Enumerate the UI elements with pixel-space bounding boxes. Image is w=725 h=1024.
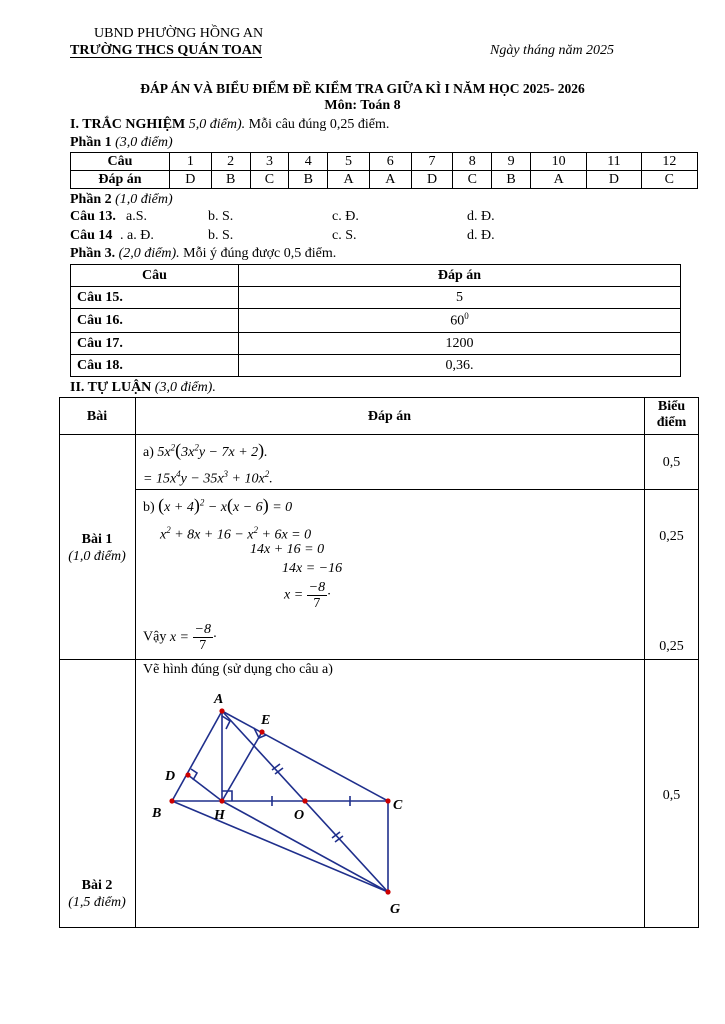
essay-col-dapan: Đáp án: [367, 409, 412, 424]
part3-table: [70, 264, 681, 377]
date-line: Ngày tháng năm 2025: [490, 43, 615, 58]
bai1-b-conclusion: Vậy x = $\frac{-8}{7}$ ·: [143, 622, 217, 653]
part2-heading: Phần 2 (1,0 điểm): [70, 192, 173, 207]
segment-bg: [172, 801, 388, 892]
label-o: O: [294, 808, 305, 823]
essay-row-line-bai2: [59, 659, 699, 660]
label-d: D: [165, 769, 176, 784]
part1-table: [70, 152, 698, 189]
point-c: [385, 798, 390, 803]
bai1-label: Bài 1 (1,0 điểm): [68, 532, 126, 564]
point-o: [302, 798, 307, 803]
doc-title: ĐÁP ÁN VÀ BIỂU ĐIỂM ĐỀ KIỂM TRA GIỮA KÌ I NĂM HỌC 2025- 2026: [140, 81, 585, 96]
label-g: G: [390, 902, 401, 917]
point-e: [259, 729, 264, 734]
bai1-a-line1: a) $5x^2(3x^2y - 7x + 2)$.: [143, 440, 268, 460]
label-h: H: [214, 808, 225, 823]
bai2-intro: Vẽ hình đúng (sử dụng cho câu a): [143, 662, 333, 677]
part3-row-17: Câu 17. 1200: [71, 333, 681, 355]
part3-header-row: Câu Đáp án: [71, 265, 681, 287]
bai2-label: Bài 2 (1,5 điểm): [68, 878, 126, 910]
point-g: [385, 889, 390, 894]
bai1-b-line2: $x^2 + 8x + 16 - x^2 + 6x = 0$: [160, 525, 312, 543]
essay-col-bai: Bài: [86, 409, 108, 424]
bai1-a-line2: = $15x^4y - 35x^3 + 10x^2$.: [143, 469, 273, 487]
essay-col-divider-1: [135, 397, 136, 928]
bai1-b-line1: b) $(x + 4)^2 - x(x - 6) = 0$: [143, 495, 293, 515]
school-name: TRƯỜNG THCS QUÁN TOAN: [70, 43, 263, 58]
part1-question-row: Câu 1 2 3 4 5 6 7 8 9 10 11 12: [71, 153, 698, 171]
bai2-score: 0,5: [662, 788, 681, 803]
part1-answer-row: Đáp án D B C B A A D C B A D C: [71, 171, 698, 189]
geometry-figure: [140, 685, 430, 920]
segment-ac: [222, 711, 388, 801]
label-e: E: [261, 713, 271, 728]
section1-heading: I. TRẮC NGHIỆM 5,0 điểm). Mỗi câu đúng 0,25 điểm.: [70, 117, 390, 132]
section2-heading: II. TỰ LUẬN (3,0 điểm).: [70, 380, 216, 395]
bai1-a-score: 0,5: [662, 455, 681, 470]
label-b: B: [152, 806, 162, 821]
part2-row-14: Câu 14 . a. Đ. b. S. c. S. d. Đ.: [70, 228, 495, 243]
bai1-b-line5: x = $\frac{-8}{7}$ ·: [284, 580, 331, 611]
essay-col-score: Biểu điểm: [656, 399, 687, 430]
bai1-b-line4: 14x = −16: [282, 561, 343, 576]
subject-line: Môn: Toán 8: [324, 98, 401, 113]
label-a: A: [214, 692, 224, 707]
point-a: [219, 708, 224, 713]
label-c: C: [393, 798, 403, 813]
bai1-b-line3: 14x + 16 = 0: [250, 542, 325, 557]
essay-col-divider-2: [644, 397, 645, 928]
part2-row-13: Câu 13. a.S. b. S. c. Đ. d. Đ.: [70, 209, 495, 224]
bai1-b-score-2: 0,25: [659, 639, 684, 654]
point-h: [219, 798, 224, 803]
point-d: [185, 772, 190, 777]
org-name: UBND PHƯỜNG HỒNG AN: [94, 26, 264, 41]
point-b: [169, 798, 174, 803]
segment-hg: [222, 801, 388, 892]
bai1-b-score-1: 0,25: [659, 529, 684, 544]
essay-row-line-1a: [135, 489, 699, 490]
part1-heading: Phần 1 (3,0 điểm): [70, 135, 173, 150]
essay-header-line: [59, 434, 699, 435]
part3-row-18: Câu 18. 0,36.: [71, 355, 681, 377]
part3-row-16: Câu 16. $60^0$: [71, 309, 681, 333]
part3-row-15: Câu 15. 5: [71, 287, 681, 309]
segment-ab: [172, 711, 222, 801]
part3-heading: Phần 3. (2,0 điểm). Mỗi ý đúng được 0,5 điểm.: [70, 246, 337, 261]
